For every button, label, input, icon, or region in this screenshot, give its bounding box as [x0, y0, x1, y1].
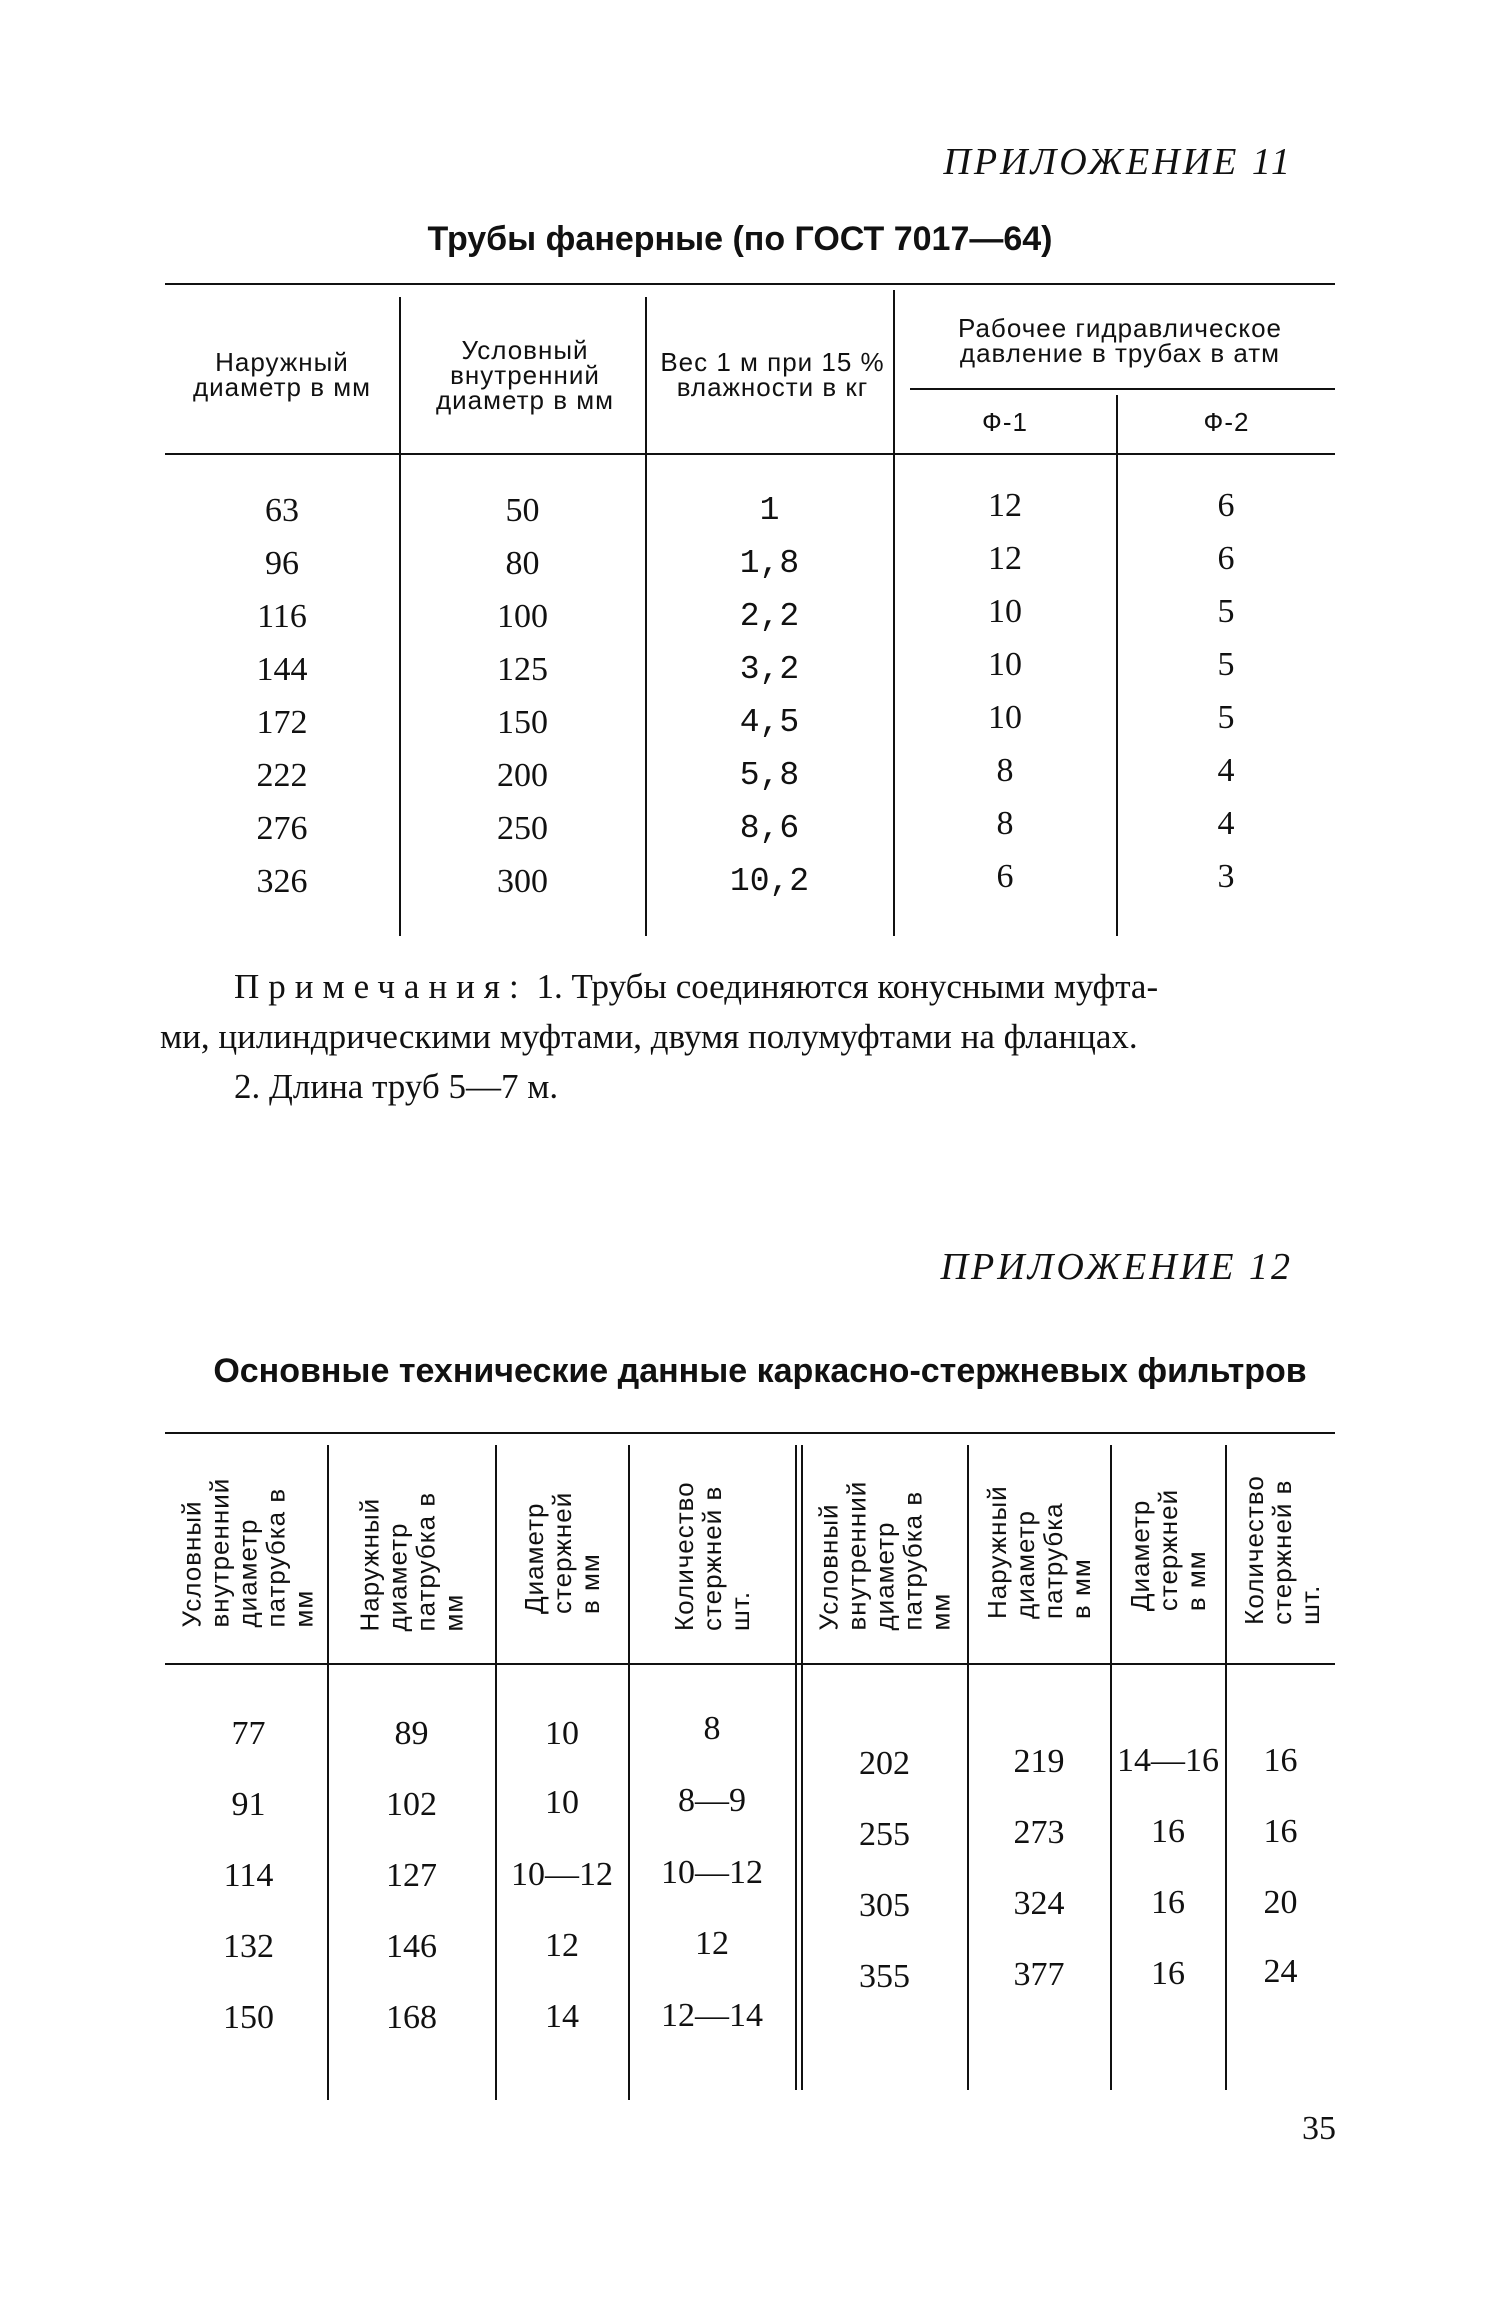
- cell: 16: [1151, 1955, 1185, 1992]
- header-left-inner-diameter: Условный внутренний диаметр патрубка в мм: [176, 1477, 319, 1628]
- header-weight: Вес 1 м при 15 % влажности в кг: [660, 347, 885, 402]
- notes-line-1b: ми, цилиндрическими муфтами, двумя полумуфтами на фланцах.: [160, 1017, 1138, 1056]
- cell: 10: [988, 593, 1022, 630]
- header-f1: Ф-1: [982, 407, 1028, 437]
- cell: 16: [1151, 1813, 1185, 1850]
- cell: 4,5: [739, 704, 800, 741]
- appendix-11-heading: ПРИЛОЖЕНИЕ 11: [943, 141, 1293, 183]
- appendix-12-title: Основные технические данные каркасно-стержневых фильтров: [213, 1352, 1307, 1390]
- cell: 324: [1013, 1885, 1065, 1922]
- cell: 273: [1013, 1814, 1065, 1851]
- cell: 16: [1263, 1742, 1298, 1779]
- cell: 355: [859, 1958, 910, 1995]
- cell: 10,2: [729, 863, 810, 900]
- cell: 16: [1151, 1884, 1185, 1921]
- cell: 219: [1013, 1743, 1065, 1780]
- cell: 100: [497, 598, 548, 635]
- cell: 8: [996, 752, 1014, 789]
- cell: 3,2: [739, 651, 800, 688]
- cell: 10: [545, 1784, 579, 1821]
- cell: 1: [759, 492, 780, 529]
- cell: 146: [386, 1928, 437, 1965]
- header-right-rod-count: Количество стержней в шт.: [1238, 1475, 1325, 1625]
- cell: 8: [703, 1710, 721, 1747]
- cell: 116: [257, 598, 307, 635]
- cell: 12: [545, 1927, 579, 1964]
- cell: 5: [1217, 593, 1235, 630]
- header-right-outer-diameter: Наружный диаметр патрубка в мм: [982, 1485, 1096, 1619]
- header-pressure: Рабочее гидравлическое давление в трубах в атм: [957, 313, 1282, 368]
- header-left-rod-diameter: Диаметр стержней в мм: [519, 1491, 605, 1614]
- cell: 80: [505, 545, 540, 582]
- cell: 10: [545, 1715, 579, 1752]
- cell: 6: [996, 858, 1014, 895]
- cell: 50: [505, 492, 540, 529]
- cell: 12—14: [661, 1997, 763, 2034]
- notes-line-2: 2. Длина труб 5—7 м.: [234, 1067, 559, 1106]
- cell: 63: [265, 492, 299, 529]
- header-outer-diameter: Наружный диаметр в мм: [192, 347, 371, 402]
- cell: 10: [988, 699, 1022, 736]
- header-right-rod-diameter: Диаметр стержней в мм: [1125, 1488, 1211, 1612]
- cell: 10: [988, 646, 1022, 683]
- cell: 89: [394, 1715, 429, 1752]
- cell: 326: [256, 863, 308, 900]
- cell: 125: [497, 651, 548, 688]
- cell: 200: [497, 757, 548, 794]
- cell: 114: [223, 1857, 274, 1894]
- header-left-outer-diameter: Наружный диаметр патрубка в мм: [354, 1491, 469, 1632]
- header-inner-diameter: Условный внутренний диаметр в мм: [435, 334, 614, 415]
- cell: 10—12: [511, 1856, 613, 1893]
- cell: 127: [386, 1857, 437, 1894]
- cell: 150: [497, 704, 548, 741]
- header-right-inner-diameter: Условный внутренний диаметр патрубка в мм: [813, 1480, 956, 1631]
- cell: 8—9: [678, 1782, 746, 1819]
- cell: 10—12: [661, 1854, 763, 1891]
- cell: 91: [231, 1786, 266, 1823]
- cell: 150: [223, 1999, 274, 2036]
- cell: 5,8: [739, 757, 800, 794]
- cell: 255: [859, 1816, 910, 1853]
- cell: 8: [996, 805, 1014, 842]
- cell: 276: [256, 810, 308, 847]
- cell: 144: [256, 651, 308, 688]
- appendix-12-heading: ПРИЛОЖЕНИЕ 12: [940, 1246, 1293, 1288]
- cell: 222: [256, 757, 308, 794]
- notes-label: Примечания:: [234, 967, 528, 1006]
- cell: 1,8: [739, 545, 800, 582]
- notes-text-1a: 1. Трубы соединяются конусными муфта-: [536, 967, 1159, 1006]
- cell: 12: [988, 540, 1022, 577]
- appendix-11-title: Трубы фанерные (по ГОСТ 7017—64): [427, 220, 1053, 258]
- cell: 77: [231, 1715, 266, 1752]
- cell: 16: [1263, 1813, 1298, 1850]
- cell: 8,6: [739, 810, 800, 847]
- cell: 12: [988, 487, 1022, 524]
- cell: 305: [859, 1887, 910, 1924]
- cell: 6: [1217, 540, 1235, 577]
- cell: 250: [497, 810, 548, 847]
- cell: 132: [223, 1928, 274, 1965]
- cell: 14—16: [1117, 1742, 1219, 1779]
- cell: 2,2: [739, 598, 800, 635]
- cell: 5: [1217, 699, 1235, 736]
- cell: 20: [1263, 1884, 1298, 1921]
- cell: 3: [1217, 858, 1235, 895]
- cell: 6: [1217, 487, 1235, 524]
- cell: 172: [256, 704, 308, 741]
- cell: 202: [859, 1745, 910, 1782]
- cell: 5: [1217, 646, 1235, 683]
- notes-line-1: [234, 962, 1158, 1012]
- cell: 12: [695, 1925, 729, 1962]
- header-left-rod-count: Количество стержней в шт.: [669, 1481, 755, 1631]
- cell: 24: [1263, 1953, 1298, 1990]
- cell: 4: [1217, 805, 1235, 842]
- cell: 300: [497, 863, 548, 900]
- cell: 96: [265, 545, 299, 582]
- page-number: 35: [1302, 2110, 1336, 2147]
- cell: 168: [386, 1999, 437, 2036]
- cell: 4: [1217, 752, 1235, 789]
- cell: 14: [545, 1998, 579, 2035]
- cell: 377: [1013, 1956, 1065, 1993]
- header-f2: Ф-2: [1203, 407, 1250, 437]
- cell: 102: [386, 1786, 437, 1823]
